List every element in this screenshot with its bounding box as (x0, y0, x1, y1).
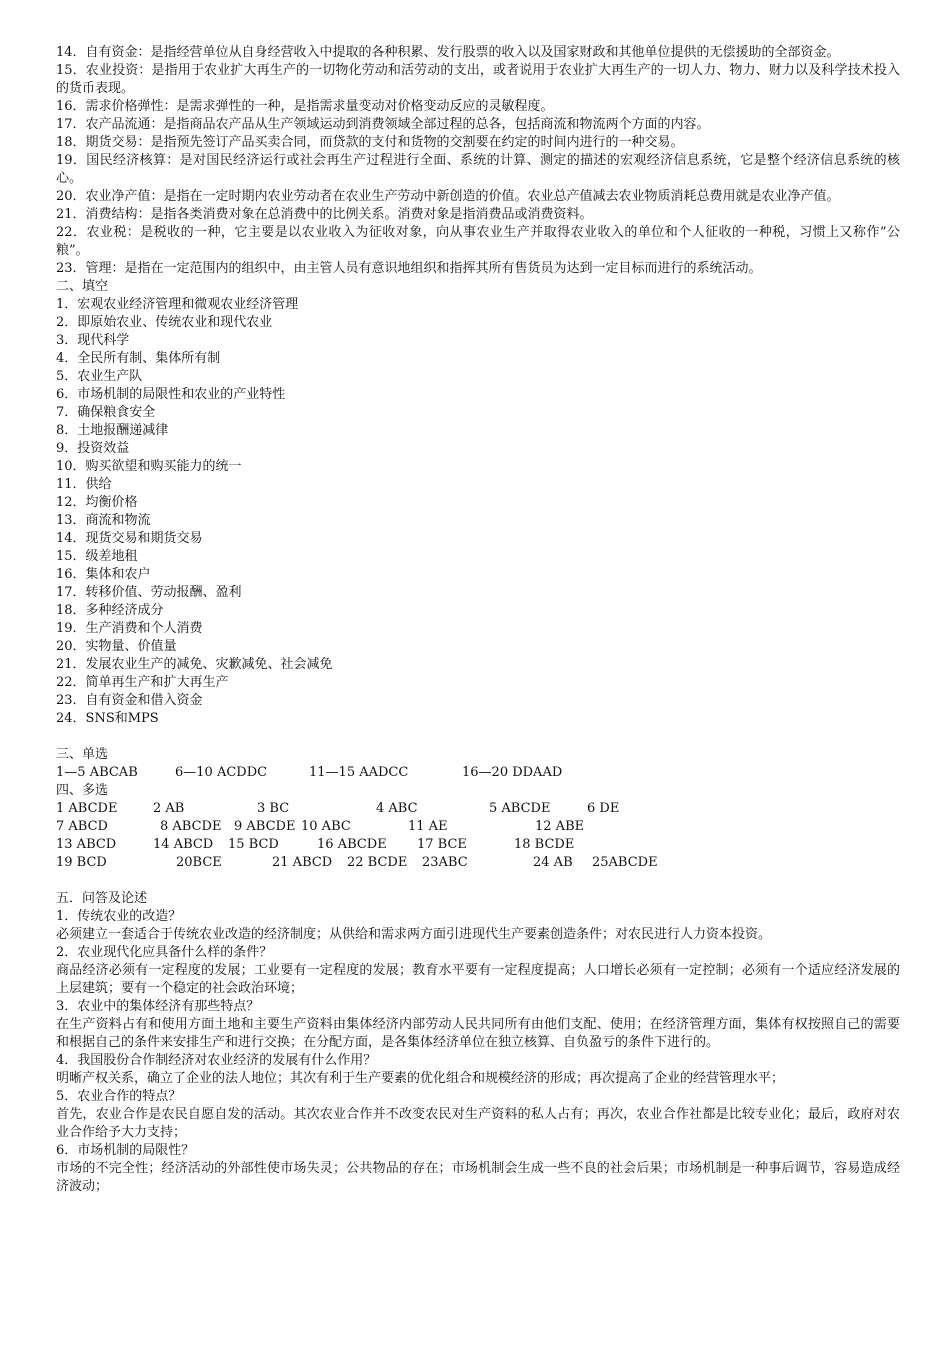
essay-question: 2．农业现代化应具备什么样的条件？ (56, 945, 273, 960)
multi-choice-answer: 6 DE (587, 801, 620, 816)
definition-item: 18．期货交易：是指预先签订产品买卖合同，而贷款的支付和货物的交割要在约定的时间内进行的一种交易。 (56, 135, 684, 150)
single-choice-row (56, 764, 900, 782)
definition-item: 14．自有资金：是指经营单位从自身经营收入中提取的各种积累、发行股票的收入以及国家财政和其他单位提供的无偿援助的全部资金。 (56, 45, 840, 60)
multi-choice-answer: 14 ABCD (153, 837, 214, 852)
essay-answer: 首先，农业合作是农民自愿自发的活动。其次农业合作并不改变农民对生产资料的私人占有；再次，农业合作社都是比较专业化；最后，政府对农业合作给予大力支持； (56, 1107, 900, 1140)
essay-answer: 必须建立一套适合于传统农业改造的经济制度；从供给和需求两方面引进现代生产要素创造条件；对农民进行人力资本投资。 (56, 927, 772, 942)
definition-item: 23．管理：是指在一定范围内的组织中，由主管人员有意识地组织和指挥其所有售货员为达到一定目标而进行的系统活动。 (56, 261, 762, 276)
multi-choice-answer: 7 ABCD (56, 819, 108, 834)
fill-blank-item: 7．确保粮食安全 (56, 405, 156, 420)
fill-blank-item: 12．均衡价格 (56, 495, 138, 510)
spacer (56, 728, 900, 746)
fill-blank-item: 14．现货交易和期货交易 (56, 531, 203, 546)
fill-blank-item: 1．宏观农业经济管理和微观农业经济管理 (56, 297, 299, 312)
single-choice-group: 11—15 AADCC (309, 765, 409, 780)
multi-choice-answer: 25ABCDE (592, 855, 658, 870)
multi-choice-answer: 19 BCD (56, 855, 107, 870)
essay-question: 3．农业中的集体经济有那些特点？ (56, 999, 260, 1014)
definition-item: 16．需求价格弹性：是需求弹性的一种，是指需求量变动对价格变动反应的灵敏程度。 (56, 99, 554, 114)
document-page (56, 44, 900, 1196)
multi-choice-row (56, 854, 900, 872)
spacer (56, 872, 900, 890)
fill-blank-item: 24．SNS和MPS (56, 711, 159, 726)
fill-blank-item: 2．即原始农业、传统农业和现代农业 (56, 315, 273, 330)
essay-question: 6．市场机制的局限性？ (56, 1143, 195, 1158)
section-heading-fill-blank: 二、填空 (56, 279, 109, 294)
definition-item: 19．国民经济核算：是对国民经济运行或社会再生产过程进行全面、系统的计算、测定的描述的宏观经济信息系统，它是整个经济信息系统的核心。 (56, 153, 900, 186)
fill-blank-item: 19．生产消费和个人消费 (56, 621, 203, 636)
single-choice-group: 1—5 ABCAB (56, 765, 138, 780)
section-heading-multi-choice: 四、多选 (56, 783, 109, 798)
multi-choice-answer: 17 BCE (417, 837, 467, 852)
definition-item: 17．农产品流通：是指商品农产品从生产领域运动到消费领域全部过程的总各，包括商流和物流两个方面的内容。 (56, 117, 710, 132)
multi-choice-answer: 9 ABCDE (234, 819, 296, 834)
essay-answer: 明晰产权关系，确立了企业的法人地位；其次有利于生产要素的优化组合和规模经济的形成；再次提高了企业的经营管理水平； (56, 1071, 785, 1086)
multi-choice-answer: 13 ABCD (56, 837, 117, 852)
essay-question: 1．传统农业的改造？ (56, 909, 182, 924)
fill-blank-item: 23．自有资金和借入资金 (56, 693, 203, 708)
multi-choice-answer: 15 BCD (228, 837, 279, 852)
multi-choice-row (56, 800, 900, 818)
definition-item: 20．农业净产值：是指在一定时期内农业劳动者在农业生产劳动中新创造的价值。农业总产值减去农业物质消耗总费用就是农业净产值。 (56, 189, 840, 204)
multi-choice-answer: 11 AE (408, 819, 448, 834)
essay-answer: 在生产资料占有和使用方面土地和主要生产资料由集体经济内部劳动人民共同所有由他们支配、使用；在经济管理方面，集体有权按照自己的需要和根据自己的条件来安排生产和进行交换；在分配方面，是各集体经济单位在独立核算、自负盈亏的条件下进行的。 (56, 1017, 900, 1050)
fill-blank-item: 5．农业生产队 (56, 369, 143, 384)
fill-blank-item: 16．集体和农户 (56, 567, 151, 582)
multi-choice-answer: 23ABC (422, 855, 468, 870)
fill-blank-item: 21．发展农业生产的减免、灾歉减免、社会减免 (56, 657, 333, 672)
fill-blank-item: 15．级差地租 (56, 549, 138, 564)
multi-choice-answer: 10 ABC (301, 819, 351, 834)
multi-choice-answer: 16 ABCDE (317, 837, 387, 852)
definition-item: 21．消费结构：是指各类消费对象在总消费中的比例关系。消费对象是指消费品或消费资料。 (56, 207, 593, 222)
multi-choice-answer: 12 ABE (535, 819, 585, 834)
multi-choice-answer: 4 ABC (376, 801, 418, 816)
essay-question: 4．我国股份合作制经济对农业经济的发展有什么作用？ (56, 1053, 377, 1068)
multi-choice-answer: 1 ABCDE (56, 801, 118, 816)
essay-question: 5．农业合作的特点？ (56, 1089, 182, 1104)
definition-item: 15．农业投资：是指用于农业扩大再生产的一切物化劳动和活劳动的支出，或者说用于农业扩大再生产的一切人力、物力、财力以及科学技术投入的货币表现。 (56, 63, 900, 96)
fill-blank-item: 20．实物量、价值量 (56, 639, 177, 654)
section-heading-single-choice: 三、单选 (56, 747, 109, 762)
fill-blank-item: 9．投资效益 (56, 441, 130, 456)
multi-choice-row (56, 818, 900, 836)
fill-blank-item: 13．商流和物流 (56, 513, 151, 528)
multi-choice-row (56, 836, 900, 854)
multi-choice-answer: 18 BCDE (514, 837, 575, 852)
fill-blank-item: 18．多种经济成分 (56, 603, 164, 618)
fill-blank-item: 10．购买欲望和购买能力的统一 (56, 459, 242, 474)
single-choice-group: 16—20 DDAAD (462, 765, 563, 780)
fill-blank-item: 17．转移价值、劳动报酬、盈利 (56, 585, 242, 600)
fill-blank-item: 22．简单再生产和扩大再生产 (56, 675, 229, 690)
essay-answer: 商品经济必须有一定程度的发展；工业要有一定程度的发展；教育水平要有一定程度提高；人口增长必须有一定控制；必须有一个适应经济发展的上层建筑；要有一个稳定的社会政治环境； (56, 963, 900, 996)
fill-blank-item: 8．土地报酬递减律 (56, 423, 169, 438)
multi-choice-answer: 3 BC (257, 801, 290, 816)
single-choice-group: 6—10 ACDDC (175, 765, 268, 780)
definition-item: 22．农业税：是税收的一种，它主要是以农业收入为征收对象，向从事农业生产并取得农业收入的单位和个人征收的一种税，习惯上又称作”公粮”。 (56, 225, 900, 258)
fill-blank-item: 11．供给 (56, 477, 112, 492)
essay-answer: 市场的不完全性；经济活动的外部性使市场失灵；公共物品的存在；市场机制会生成一些不良的社会后果；市场机制是一种事后调节，容易造成经济波动； (56, 1161, 900, 1194)
multi-choice-answer: 2 AB (153, 801, 185, 816)
section-heading-essay: 五．问答及论述 (56, 891, 148, 906)
multi-choice-answer: 20BCE (176, 855, 222, 870)
fill-blank-item: 3．现代科学 (56, 333, 130, 348)
fill-blank-item: 4．全民所有制、集体所有制 (56, 351, 221, 366)
multi-choice-answer: 8 ABCDE (160, 819, 222, 834)
multi-choice-answer: 5 ABCDE (489, 801, 551, 816)
multi-choice-answer: 24 AB (533, 855, 573, 870)
fill-blank-item: 6．市场机制的局限性和农业的产业特性 (56, 387, 286, 402)
multi-choice-answer: 21 ABCD (272, 855, 333, 870)
multi-choice-answer: 22 BCDE (347, 855, 408, 870)
